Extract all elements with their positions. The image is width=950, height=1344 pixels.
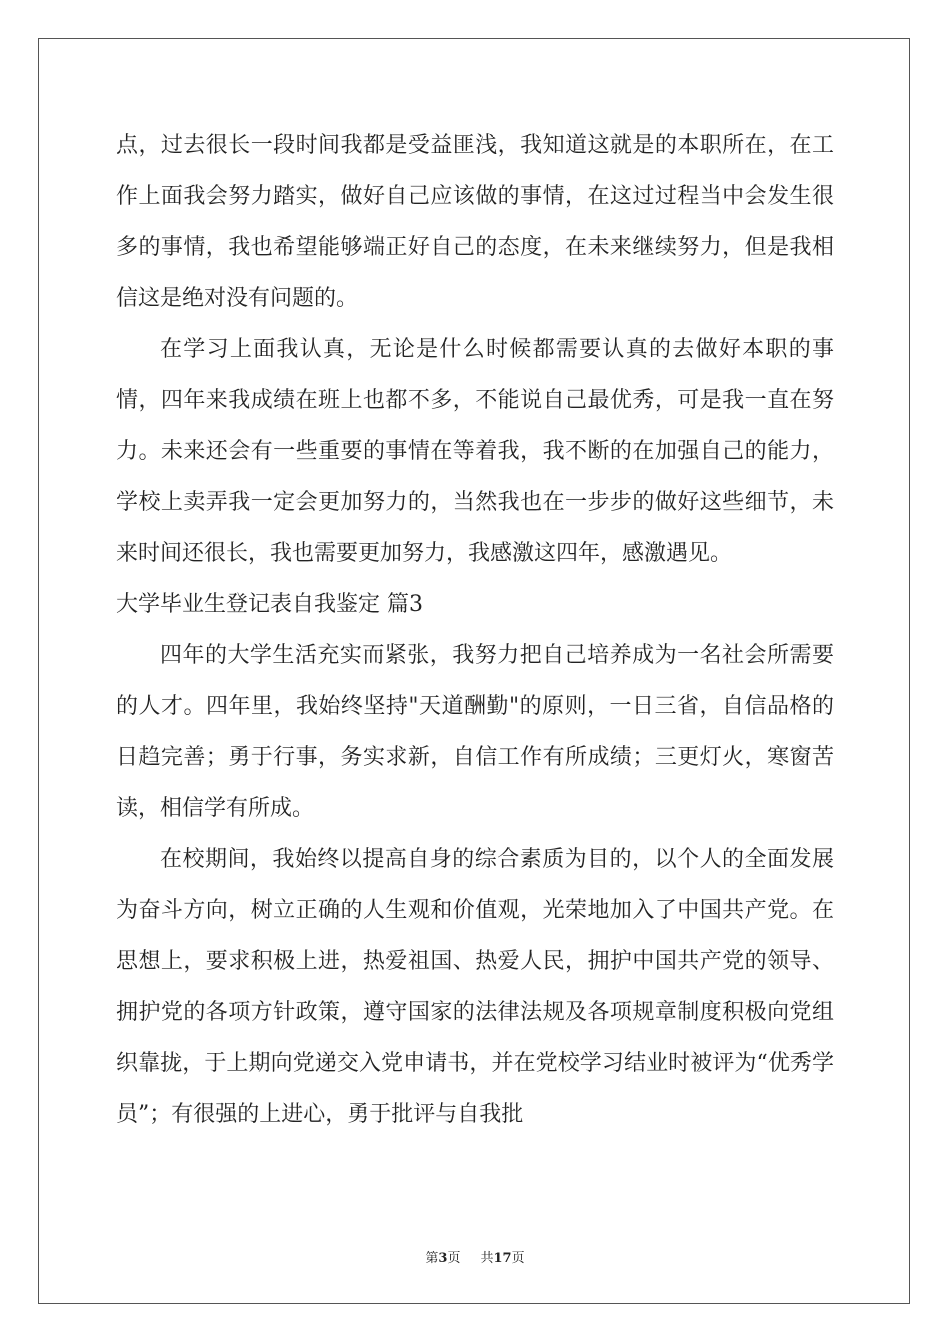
- page-suffix: 页: [447, 1251, 461, 1266]
- total-prefix: 共: [480, 1251, 494, 1266]
- paragraph: 在校期间，我始终以提高自身的综合素质为目的，以个人的全面发展为奋斗方向，树立正确的人生观和价值观，光荣地加入了中国共产党。在思想上，要求积极上进，热爱祖国、热爱人民，拥护中国共产党的领导、拥护党的各项方针政策，遵守国家的法律法规及各项规章制度积极向党组织靠拢，于上期向党递交入党申请书，并在党校学习结业时被评为“优秀学员”；有很强的上进心，勇于批评与自我批: [116, 847, 834, 1127]
- document-body: [116, 120, 834, 1140]
- page-prefix: 第: [425, 1251, 439, 1266]
- page-number: 3: [438, 1251, 448, 1266]
- page-footer: [0, 1247, 950, 1266]
- total-suffix: 页: [511, 1251, 525, 1266]
- section-heading: 大学毕业生登记表自我鉴定 篇3: [116, 592, 423, 617]
- paragraph: 四年的大学生活充实而紧张，我努力把自己培养成为一名社会所需要的人才。四年里，我始终坚持"天道酬勤"的原则，一日三省，自信品格的日趋完善；勇于行事，务实求新，自信工作有所成绩；三更灯火，寒窗苦读，相信学有所成。: [116, 643, 834, 821]
- total-pages: 17: [493, 1251, 512, 1266]
- paragraph: 点，过去很长一段时间我都是受益匪浅，我知道这就是的本职所在，在工作上面我会努力踏实，做好自己应该做的事情，在这过过程当中会发生很多的事情，我也希望能够端正好自己的态度，在未来继续努力，但是我相信这是绝对没有问题的。: [116, 133, 834, 311]
- paragraph: 在学习上面我认真，无论是什么时候都需要认真的去做好本职的事情，四年来我成绩在班上也都不多，不能说自己最优秀，可是我一直在努力。未来还会有一些重要的事情在等着我，我不断的在加强自己的能力，学校上卖弄我一定会更加努力的，当然我也在一步步的做好这些细节，未来时间还很长，我也需要更加努力，我感激这四年，感激遇见。: [116, 337, 834, 566]
